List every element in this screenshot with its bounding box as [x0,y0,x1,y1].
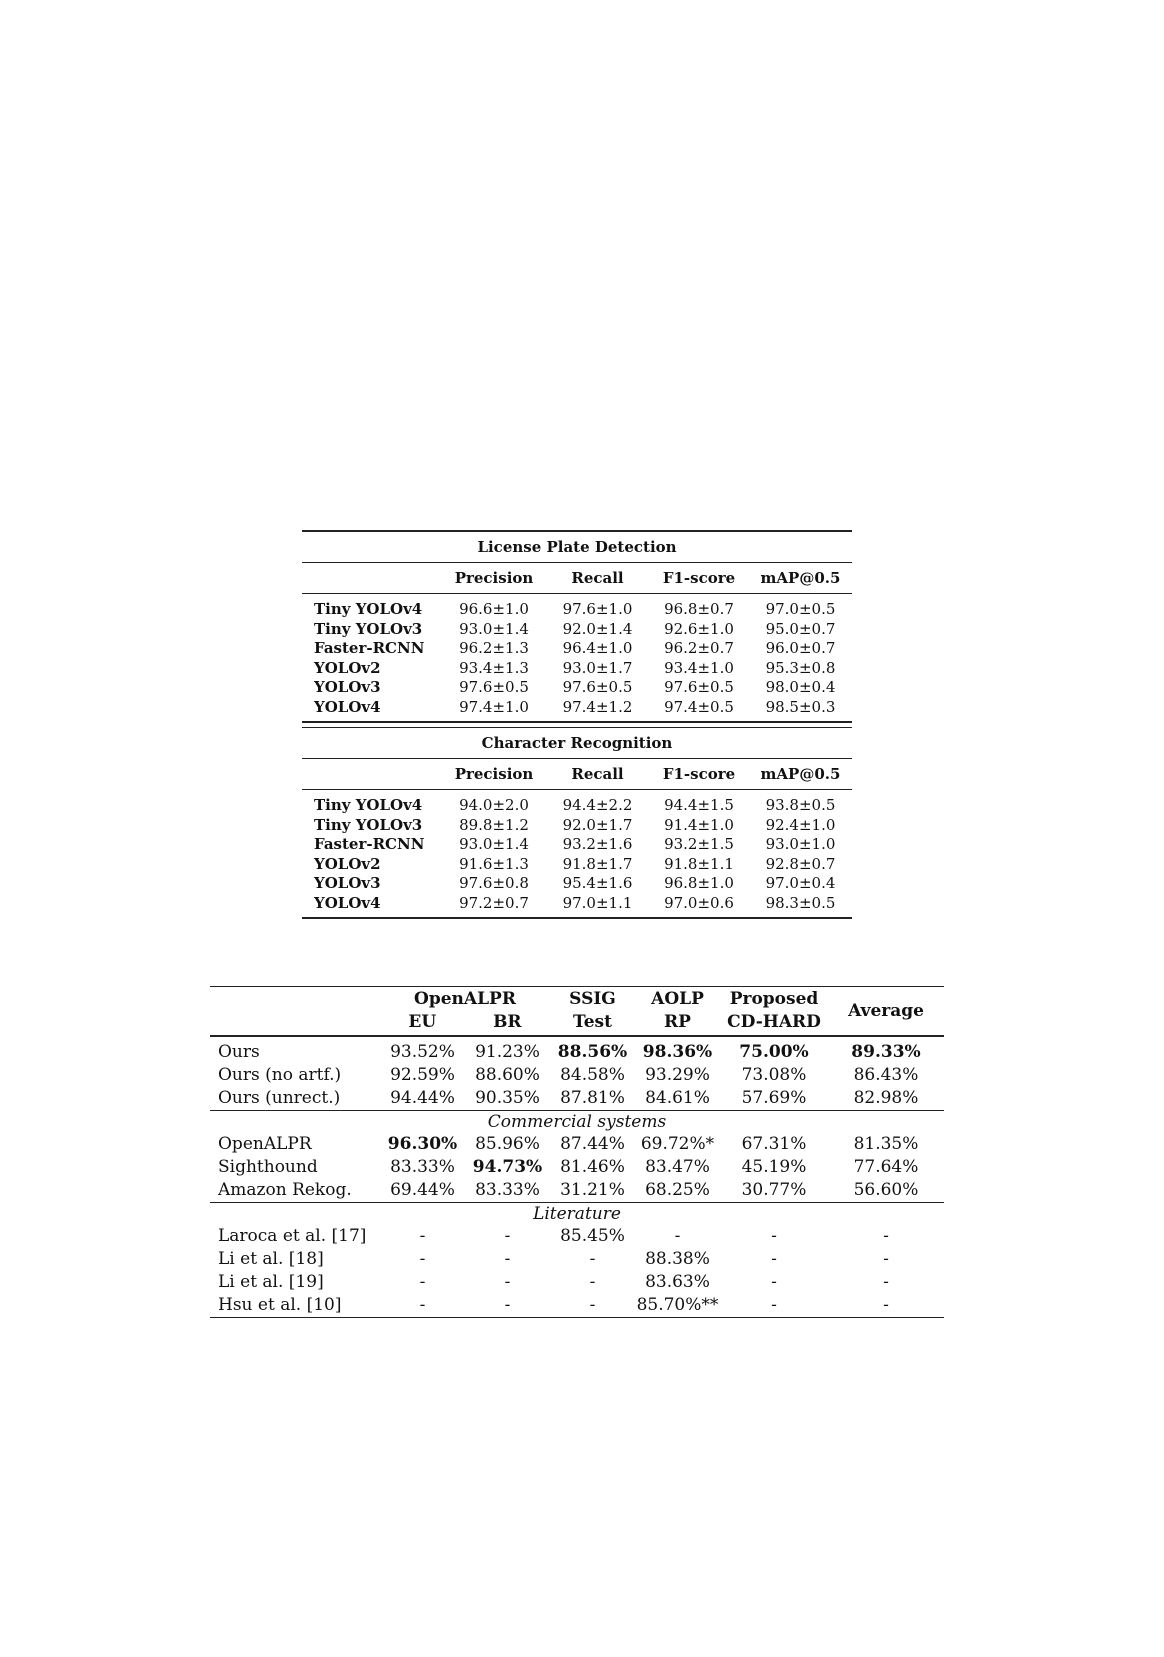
table-cell: - [589,1272,596,1292]
section-title: Character Recognition [481,734,673,752]
method-name: Laroca et al. [17] [218,1226,367,1246]
table-cell: 75.00% [739,1042,809,1062]
table-row [302,835,852,855]
table-cell: 85.70%** [636,1295,719,1315]
table-cell: 97.6±0.5 [459,678,529,696]
model-name: Faster-RCNN [314,835,425,853]
table-cell: 98.36% [642,1042,713,1062]
model-name: Tiny YOLOv3 [314,619,423,638]
table-cell: 96.30% [387,1134,458,1154]
table-cell: 31.21% [560,1180,625,1200]
model-name: Tiny YOLOv4 [314,796,423,814]
table-cell: 92.0±1.7 [562,815,633,834]
table-cell: 94.44% [390,1088,455,1108]
table-cell: 94.4±1.5 [664,796,734,814]
table-cell: 87.81% [560,1088,625,1108]
table-row [210,1133,944,1156]
table-cell: 93.4±1.0 [664,658,734,677]
table-cell: - [883,1249,889,1269]
table-cell: 91.4±1.0 [664,815,734,834]
table-cell: 93.0±1.0 [765,835,836,853]
table-cell: 84.61% [645,1088,710,1108]
table-cell: - [883,1272,889,1292]
model-name: Tiny YOLOv3 [314,815,423,834]
table-cell: 81.46% [560,1157,625,1177]
table-cell: 89.8±1.2 [459,815,529,834]
table-cell: 92.8±0.7 [765,854,836,873]
model-name: YOLOv3 [314,678,381,696]
table-cell: 30.77% [741,1180,807,1200]
table-cell: - [419,1249,426,1269]
table-cell: 73.08% [741,1065,807,1085]
table-row [302,659,852,679]
table-row [210,1248,944,1271]
table-cell: 96.0±0.7 [765,639,836,657]
table-cell: - [771,1295,777,1315]
table-row [302,600,852,620]
table-cell: 83.63% [645,1272,710,1292]
table-row [210,1064,944,1087]
table-cell: - [771,1226,777,1246]
table-cell: 97.6±1.0 [562,600,633,618]
table-cell: 94.0±2.0 [459,796,529,814]
table-cell: 97.6±0.8 [459,874,529,892]
table-row [210,1087,944,1110]
table-cell: 84.58% [560,1065,625,1085]
table-cell: 57.69% [741,1088,807,1108]
table-cell: 97.2±0.7 [459,893,529,912]
table-cell: 86.43% [853,1065,919,1085]
openalpr-header: OpenALPR EU BR [408,989,522,1032]
table-cell: - [504,1226,511,1246]
table-row [302,639,852,659]
alpr-comparison-table [210,986,944,1318]
cdhard-header: Proposed CD-HARD [727,989,821,1032]
table-cell: - [504,1249,511,1269]
table-row [302,894,852,914]
table-cell: 89.33% [851,1042,921,1062]
column-header: Precision [454,765,534,783]
table-cell: 83.33% [390,1157,455,1177]
table-cell: 96.4±1.0 [562,639,633,657]
model-name: YOLOv3 [314,874,381,892]
method-header [210,987,380,1035]
table-row [302,698,852,718]
table-cell: 93.0±1.4 [459,619,529,638]
group-subtitle: Commercial systems [487,1112,667,1132]
model-name: YOLOv2 [314,854,381,873]
table-cell: 97.0±0.6 [664,893,734,912]
table-cell: - [419,1295,426,1315]
section-title: License Plate Detection [477,538,677,556]
table-cell: 97.4±1.0 [459,697,529,716]
table-cell: - [883,1295,889,1315]
method-name: Amazon Rekog. [218,1180,352,1200]
table-cell: 94.73% [472,1157,543,1177]
table-cell: 95.3±0.8 [765,658,836,677]
table-cell: 93.0±1.7 [562,658,633,677]
table-cell: - [504,1272,511,1292]
table-cell: 97.0±1.1 [562,893,633,912]
model-name: YOLOv4 [314,893,381,912]
table-cell: - [504,1295,511,1315]
table-row [302,678,852,698]
table-header-row [302,759,852,789]
table-cell: 92.4±1.0 [765,815,836,834]
method-name: Sighthound [218,1157,318,1177]
table-cell: 98.0±0.4 [765,678,836,696]
table-cell: 83.47% [645,1157,710,1177]
table-cell: - [674,1226,681,1246]
column-header: F1-score [662,569,736,587]
table-cell: 88.56% [557,1042,628,1062]
table-cell: 93.0±1.4 [459,835,529,853]
table-cell: - [589,1295,596,1315]
br-header: BR [493,1012,522,1032]
method-name: Li et al. [18] [218,1249,324,1269]
table-cell: 93.8±0.5 [765,796,836,814]
model-name: Faster-RCNN [314,639,425,657]
table-cell: 91.6±1.3 [459,854,529,873]
table-cell: 87.44% [560,1134,625,1154]
table-cell: 97.4±1.2 [562,697,633,716]
table-cell: 96.2±1.3 [459,639,529,657]
table-cell: 92.0±1.4 [562,619,633,638]
column-header: mAP@0.5 [760,569,841,587]
table-cell: 67.31% [741,1134,807,1154]
table-cell: 85.45% [560,1226,625,1246]
average-header: Average [848,1000,924,1021]
table-cell: 92.6±1.0 [664,619,734,638]
table-cell: 97.4±0.5 [664,697,734,716]
table-row [210,1225,944,1248]
table-cell: 92.59% [390,1065,455,1085]
method-name: Ours (unrect.) [218,1088,341,1108]
table-cell: - [419,1272,426,1292]
table-header-row [210,987,944,1035]
column-header: Recall [571,765,624,783]
table-cell: 96.6±1.0 [459,600,529,618]
table-row [210,1041,944,1064]
table-cell: 69.44% [390,1180,455,1200]
table-cell: 96.8±0.7 [664,600,734,618]
table-cell: 94.4±2.2 [562,796,633,814]
table-cell: - [419,1226,426,1246]
table-header-row [302,563,852,593]
table-cell: 97.0±0.4 [765,874,836,892]
table-cell: 97.6±0.5 [562,678,633,696]
table-cell: 69.72%* [640,1134,715,1154]
group-subtitle: Literature [533,1204,621,1224]
table-cell: 91.8±1.7 [562,854,633,873]
table-row [210,1271,944,1294]
table-cell: 68.25% [645,1180,710,1200]
table-cell: 93.2±1.6 [562,835,633,853]
table-cell: 95.0±0.7 [765,619,836,638]
column-header: F1-score [662,765,736,783]
table-cell: 95.4±1.6 [562,874,633,892]
double-rule [302,721,852,728]
table-row [210,1156,944,1179]
table-row [210,1294,944,1317]
table-cell: 82.98% [853,1088,919,1108]
method-name: Ours (no artf.) [218,1065,342,1085]
table-cell: 93.29% [645,1065,710,1085]
table-cell: 93.52% [390,1042,455,1062]
table-cell: 96.2±0.7 [664,639,734,657]
table-cell: 96.8±1.0 [664,874,734,892]
aolp-header: AOLP RP [651,989,704,1032]
table-cell: 97.6±0.5 [664,678,734,696]
method-name: OpenALPR [218,1134,312,1154]
method-name: Li et al. [19] [218,1272,324,1292]
table-cell: 97.0±0.5 [765,600,836,618]
table-cell: 81.35% [853,1134,919,1154]
table-row [302,796,852,816]
table-cell: 91.23% [475,1042,540,1062]
table-row [302,620,852,640]
model-name: YOLOv2 [314,658,381,677]
table-cell: - [589,1249,596,1269]
column-header: mAP@0.5 [760,765,841,783]
table-cell: 56.60% [853,1180,919,1200]
table-cell: 77.64% [853,1157,919,1177]
table-cell: - [771,1249,777,1269]
table-cell: 90.35% [475,1088,540,1108]
method-name: Hsu et al. [10] [218,1295,342,1315]
table1-bottom-rule [302,917,852,919]
table-cell: 88.38% [645,1249,710,1269]
table-cell: 45.19% [741,1157,807,1177]
table-cell: 98.5±0.3 [765,697,836,716]
table-cell: 88.60% [475,1065,540,1085]
table-cell: 91.8±1.1 [664,854,734,873]
table-row [302,855,852,875]
column-header [302,759,442,789]
table-row [302,816,852,836]
detection-recognition-table [302,530,852,919]
model-name: Tiny YOLOv4 [314,600,423,618]
table-cell: - [771,1272,777,1292]
table-cell: 93.4±1.3 [459,658,529,677]
table-cell: - [883,1226,889,1246]
table-row [210,1179,944,1202]
table-cell: 83.33% [475,1180,540,1200]
table2-bottom-rule [210,1317,944,1318]
column-header [302,563,442,593]
column-header: Recall [571,569,624,587]
method-name: Ours [218,1042,260,1062]
table-cell: 93.2±1.5 [664,835,734,853]
column-header: Precision [454,569,534,587]
eu-header: EU [408,1012,437,1032]
table-cell: 98.3±0.5 [765,893,836,912]
ssig-header: SSIG Test [569,989,616,1032]
table-row [302,874,852,894]
model-name: YOLOv4 [314,697,381,716]
table-cell: 85.96% [475,1134,540,1154]
